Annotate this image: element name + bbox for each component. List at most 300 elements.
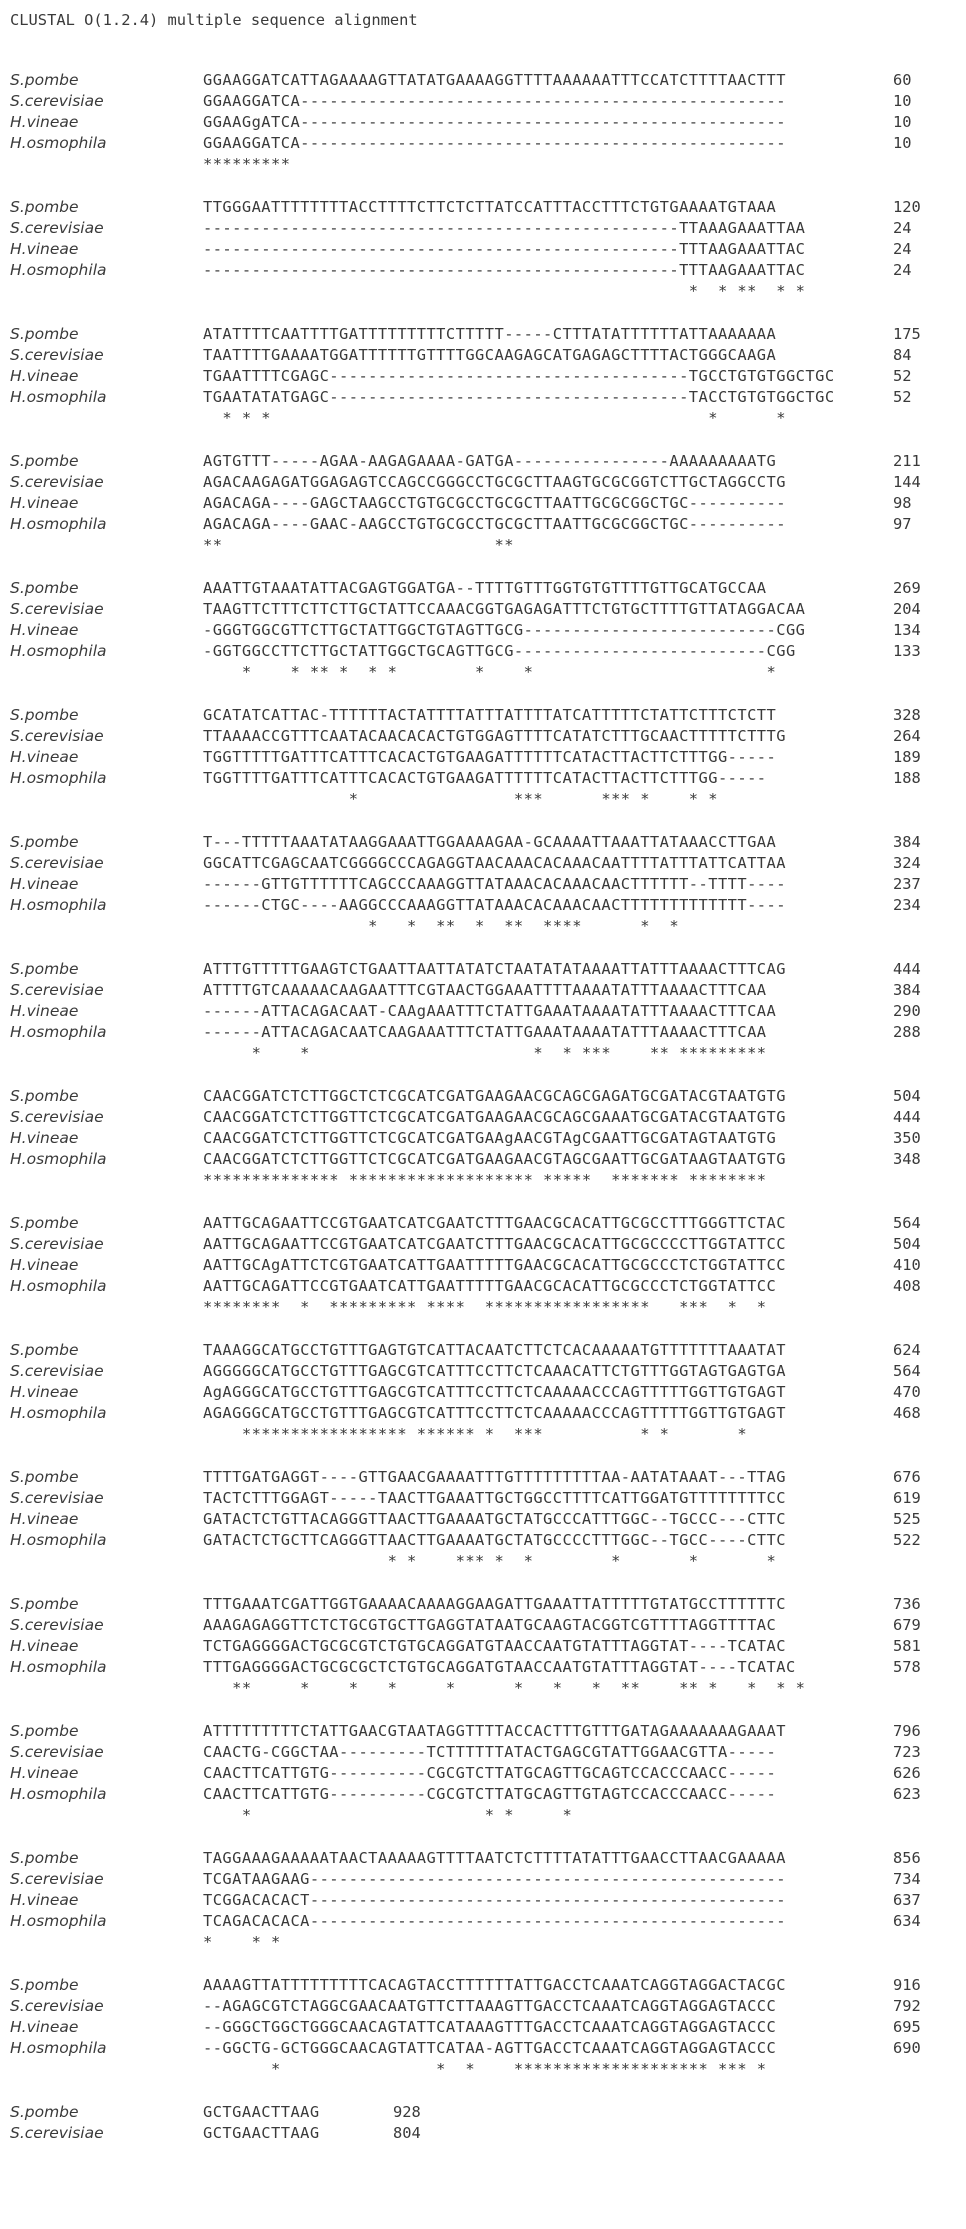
position-count: 468 (893, 1404, 921, 1422)
species-name: H.osmophila (10, 1785, 107, 1803)
sequence-text: ------ATTACAGACAATCAAGAAATTTCTATTGAAATAAAATATTTAAAACTTTCAA (203, 1023, 767, 1041)
alignment-block (0, 832, 966, 959)
consensus-line: * * * * *** ** ********* (203, 1044, 767, 1062)
species-name: H.vineae (10, 1764, 79, 1782)
species-name: S.cerevisiae (10, 346, 104, 364)
position-count: 10 (893, 92, 912, 110)
species-name: H.osmophila (10, 1150, 107, 1168)
species-name: S.pombe (10, 1341, 79, 1359)
sequence-text: TCGGACACACT------------------------------------------------- (203, 1891, 786, 1909)
sequence-row (0, 2123, 966, 2144)
position-count: 24 (893, 261, 912, 279)
sequence-row (0, 91, 966, 112)
sequence-text: TGGTTTTGATTTCATTTCACACTGTGAAGATTTTTTCATACTTACTTCTTTGG----- (203, 769, 767, 787)
species-name: S.pombe (10, 1214, 79, 1232)
species-name: H.vineae (10, 748, 79, 766)
position-count: 211 (893, 452, 921, 470)
consensus-line: * * ** * ** **** * * (203, 917, 680, 935)
sequence-row (0, 112, 966, 133)
sequence-text: TCGATAAGAAG------------------------------------------------- (203, 1870, 786, 1888)
sequence-row (0, 1742, 966, 1763)
position-count: 384 (893, 981, 921, 999)
species-name: S.cerevisiae (10, 1616, 104, 1634)
sequence-row (0, 260, 966, 281)
species-name: H.vineae (10, 1129, 79, 1147)
species-name: S.cerevisiae (10, 727, 104, 745)
sequence-text: CAACGGATCTCTTGGCTCTCGCATCGATGAAGAACGCAGCGAGATGCGATACGTAATGTG (203, 1087, 786, 1105)
species-name: S.cerevisiae (10, 1743, 104, 1761)
position-count: 522 (893, 1531, 921, 1549)
sequence-text: TCTGAGGGGACTGCGCGTCTGTGCAGGATGTAACCAATGTATTTAGGTAT----TCATAC (203, 1637, 786, 1655)
sequence-text: ------CTGC----AAGGCCCAAAGGTTATAAACACAAACAACTTTTTTTTTTTTT---- (203, 896, 786, 914)
sequence-row (0, 1340, 966, 1361)
alignment-block (0, 959, 966, 1086)
alignment-block (0, 1975, 966, 2102)
position-count: 916 (893, 1976, 921, 1994)
position-count: 134 (893, 621, 921, 639)
consensus-line: * * ** * * * * * * (203, 663, 777, 681)
position-count: 290 (893, 1002, 921, 1020)
consensus-line: * * *** * * * * * (203, 1552, 777, 1570)
sequence-text: T---TTTTTAAATATAAGGAAATTGGAAAAGAA-GCAAAATTAAATTATAAACCTTGAA (203, 833, 777, 851)
position-count: 175 (893, 325, 921, 343)
position-count: 525 (893, 1510, 921, 1528)
position-count: 269 (893, 579, 921, 597)
sequence-text: CAACGGATCTCTTGGTTCTCGCATCGATGAAgAACGTAgCGAATTGCGATAGTAATGTG (203, 1129, 777, 1147)
position-count: 676 (893, 1468, 921, 1486)
position-count: 410 (893, 1256, 921, 1274)
consensus-line: ********* (203, 155, 291, 173)
species-name: S.pombe (10, 1722, 79, 1740)
sequence-row (0, 1657, 966, 1678)
position-count: 504 (893, 1087, 921, 1105)
consensus-line: ** * * * * * * * ** ** * * * * (203, 1679, 806, 1697)
sequence-row (0, 472, 966, 493)
sequence-row (0, 218, 966, 239)
species-name: H.vineae (10, 1256, 79, 1274)
consensus-line: * * * * * (203, 409, 786, 427)
sequence-row (0, 197, 966, 218)
sequence-text: GGAAGGATCA-------------------------------------------------- (203, 134, 786, 152)
sequence-row (0, 1975, 966, 1996)
alignment-block (0, 705, 966, 832)
position-count: 444 (893, 960, 921, 978)
species-name: S.cerevisiae (10, 1108, 104, 1126)
sequence-row (0, 1636, 966, 1657)
species-name: S.pombe (10, 1468, 79, 1486)
alignment-header: CLUSTAL O(1.2.4) multiple sequence alignment (10, 11, 418, 29)
position-count: 624 (893, 1341, 921, 1359)
sequence-text: --GGCTG-GCTGGGCAACAGTATTCATAA-AGTTGACCTCAAATCAGGTAGGAGTACCC (203, 2039, 777, 2057)
species-name: S.cerevisiae (10, 1235, 104, 1253)
species-name: S.cerevisiae (10, 854, 104, 872)
sequence-text: TTTTGATGAGGT----GTTGAACGAAAATTTGTTTTTTTTTAA-AATATAAAT---TTAG (203, 1468, 786, 1486)
species-name: S.cerevisiae (10, 2124, 104, 2142)
position-count: 144 (893, 473, 921, 491)
species-name: H.osmophila (10, 896, 107, 914)
position-count: 504 (893, 1235, 921, 1253)
species-name: S.pombe (10, 71, 79, 89)
alignment-block (0, 70, 966, 197)
sequence-row (0, 832, 966, 853)
sequence-text: --GGGCTGGCTGGGCAACAGTATTCATAAAGTTTGACCTCAAATCAGGTAGGAGTACCC (203, 2018, 777, 2036)
sequence-row (0, 1615, 966, 1636)
consensus-line: * * * * (203, 1806, 573, 1824)
sequence-row (0, 1848, 966, 1869)
position-count: 98 (893, 494, 912, 512)
sequence-text: ATATTTTCAATTTTGATTTTTTTTTCTTTTT-----CTTTATATTTTTTATTAAAAAAA (203, 325, 777, 343)
position-count: 619 (893, 1489, 921, 1507)
sequence-row (0, 2038, 966, 2059)
alignment-block (0, 1213, 966, 1340)
sequence-row (0, 514, 966, 535)
position-count: 470 (893, 1383, 921, 1401)
sequence-row (0, 980, 966, 1001)
sequence-text: -------------------------------------------------TTAAAGAAATTAA (203, 219, 806, 237)
position-count: 796 (893, 1722, 921, 1740)
species-name: H.vineae (10, 1637, 79, 1655)
sequence-row (0, 1382, 966, 1403)
sequence-text: TTTGAGGGGACTGCGCGCTCTGTGCAGGATGTAACCAATGTATTTAGGTAT----TCATAC (203, 1658, 796, 1676)
sequence-text: AGACAGA----GAGCTAAGCCTGTGCGCCTGCGCTTAATTGCGCGGCTGC---------- (203, 494, 786, 512)
position-count: 679 (893, 1616, 921, 1634)
sequence-text: AAAGAGAGGTTCTCTGCGTGCTTGAGGTATAATGCAAGTACGGTCGTTTTAGGTTTTAC (203, 1616, 777, 1634)
species-name: S.pombe (10, 1976, 79, 1994)
position-count: 444 (893, 1108, 921, 1126)
sequence-row (0, 1763, 966, 1784)
sequence-text: TCAGACACACA------------------------------------------------- (203, 1912, 786, 1930)
species-name: H.vineae (10, 367, 79, 385)
sequence-text: CAACTG-CGGCTAA---------TCTTTTTTATACTGAGCGTATTGGAACGTTA----- (203, 1743, 777, 1761)
sequence-row (0, 578, 966, 599)
sequence-row (0, 239, 966, 260)
sequence-text: AATTGCAGAATTCCGTGAATCATCGAATCTTTGAACGCACATTGCGCCCCTTGGTATTCC (203, 1235, 786, 1253)
sequence-row (0, 1086, 966, 1107)
sequence-text: ------ATTACAGACAAT-CAAgAAATTTCTATTGAAATAAAATATTTAAAACTTTCAA (203, 1002, 777, 1020)
species-name: H.vineae (10, 1383, 79, 1401)
sequence-text: ATTTGTTTTTGAAGTCTGAATTAATTATATCTAATATATAAAATTATTTAAAACTTTCAG (203, 960, 786, 978)
position-count: 723 (893, 1743, 921, 1761)
species-name: H.osmophila (10, 261, 107, 279)
species-name: H.osmophila (10, 1531, 107, 1549)
sequence-text: TTAAAACCGTTTCAATACAACACACTGTGGAGTTTTCATATCTTTGCAACTTTTTCTTTG (203, 727, 786, 745)
species-name: H.osmophila (10, 642, 107, 660)
sequence-row (0, 1149, 966, 1170)
sequence-row (0, 641, 966, 662)
sequence-row (0, 959, 966, 980)
species-name: H.osmophila (10, 134, 107, 152)
sequence-text: GGCATTCGAGCAATCGGGGCCCAGAGGTAACAAACACAAACAATTTTATTTATTCATTAA (203, 854, 786, 872)
alignment-block (0, 1467, 966, 1594)
sequence-text: GGAAGgATCA-------------------------------------------------- (203, 113, 786, 131)
species-name: S.cerevisiae (10, 1870, 104, 1888)
sequence-row (0, 1488, 966, 1509)
species-name: H.osmophila (10, 1404, 107, 1422)
sequence-row (0, 1276, 966, 1297)
sequence-text: AgAGGGCATGCCTGTTTGAGCGTCATTTCCTTCTCAAAAACCCAGTTTTTGGTTGTGAGT (203, 1383, 786, 1401)
species-name: S.cerevisiae (10, 1997, 104, 2015)
position-count: 97 (893, 515, 912, 533)
position-count: 52 (893, 388, 912, 406)
sequence-text: TTGGGAATTTTTTTTACCTTTTCTTCTCTTATCCATTTACCTTTCTGTGAAAATGTAAA (203, 198, 777, 216)
position-count: 324 (893, 854, 921, 872)
sequence-row (0, 1022, 966, 1043)
consensus-line: * * ** * * (203, 282, 806, 300)
sequence-text: TACTCTTTGGAGT-----TAACTTGAAATTGCTGGCCTTTTCATTGGATGTTTTTTTTCC (203, 1489, 786, 1507)
alignment-block (0, 1721, 966, 1848)
species-name: S.cerevisiae (10, 219, 104, 237)
position-count: 637 (893, 1891, 921, 1909)
sequence-text: TTTGAAATCGATTGGTGAAAACAAAAGGAAGATTGAAATTATTTTTGTATGCCTTTTTTC (203, 1595, 786, 1613)
position-count: 234 (893, 896, 921, 914)
alignment-block (0, 1086, 966, 1213)
consensus-line: ******** * ********* **** ***************** *** * * (203, 1298, 767, 1316)
sequence-row (0, 726, 966, 747)
position-count: 408 (893, 1277, 921, 1295)
sequence-row (0, 1255, 966, 1276)
species-name: S.pombe (10, 1849, 79, 1867)
sequence-row (0, 133, 966, 154)
consensus-line: * * * ******************** *** * (203, 2060, 767, 2078)
sequence-row (0, 599, 966, 620)
position-count: 928 (393, 2103, 421, 2121)
position-count: 133 (893, 642, 921, 660)
species-name: H.vineae (10, 494, 79, 512)
consensus-line (0, 2144, 966, 2165)
sequence-text: TGGTTTTTGATTTCATTTCACACTGTGAAGATTTTTTCATACTTACTTCTTTGG----- (203, 748, 777, 766)
sequence-text: GCTGAACTTAAG (203, 2103, 320, 2121)
sequence-row (0, 1001, 966, 1022)
sequence-text: CAACTTCATTGTG----------CGCGTCTTATGCAGTTGCAGTCCACCCAACC----- (203, 1764, 777, 1782)
position-count: 792 (893, 1997, 921, 2015)
position-count: 856 (893, 1849, 921, 1867)
species-name: S.pombe (10, 960, 79, 978)
position-count: 24 (893, 219, 912, 237)
sequence-text: -------------------------------------------------TTTAAGAAATTAC (203, 240, 806, 258)
alignment-block (0, 2102, 966, 2229)
position-count: 328 (893, 706, 921, 724)
alignment-block (0, 1594, 966, 1721)
sequence-row (0, 345, 966, 366)
sequence-text: GGAAGGATCA-------------------------------------------------- (203, 92, 786, 110)
position-count: 734 (893, 1870, 921, 1888)
position-count: 10 (893, 134, 912, 152)
sequence-text: AGACAGA----GAAC-AAGCCTGTGCGCCTGCGCTTAATTGCGCGGCTGC---------- (203, 515, 786, 533)
species-name: H.vineae (10, 113, 79, 131)
species-name: H.osmophila (10, 1912, 107, 1930)
sequence-text: ATTTTTTTTTCTATTGAACGTAATAGGTTTTACCACTTTGTTTGATAGAAAAAAAGAAAT (203, 1722, 786, 1740)
species-name: H.osmophila (10, 769, 107, 787)
species-name: S.cerevisiae (10, 473, 104, 491)
position-count: 24 (893, 240, 912, 258)
species-name: H.vineae (10, 1891, 79, 1909)
sequence-text: TAATTTTGAAAATGGATTTTTTGTTTTGGCAAGAGCATGAGAGCTTTTACTGGGCAAGA (203, 346, 777, 364)
sequence-row (0, 620, 966, 641)
species-name: S.pombe (10, 579, 79, 597)
position-count: 736 (893, 1595, 921, 1613)
position-count: 189 (893, 748, 921, 766)
species-name: S.pombe (10, 706, 79, 724)
alignment-block (0, 1340, 966, 1467)
consensus-line: ************** ******************* ***** ******* ******** (203, 1171, 767, 1189)
sequence-text: TGAATATATGAGC-------------------------------------TACCTGTGTGGCTGC (203, 388, 835, 406)
position-count: 564 (893, 1362, 921, 1380)
species-name: S.pombe (10, 1087, 79, 1105)
sequence-text: AAATTGTAAATATTACGAGTGGATGA--TTTTGTTTGGTGTGTTTTGTTGCATGCCAA (203, 579, 767, 597)
alignment-block (0, 1848, 966, 1975)
sequence-text: AGAGGGCATGCCTGTTTGAGCGTCATTTCCTTCTCAAAAACCCAGTTTTTGGTTGTGAGT (203, 1404, 786, 1422)
sequence-row (0, 1107, 966, 1128)
position-count: 695 (893, 2018, 921, 2036)
sequence-row (0, 1467, 966, 1488)
position-count: 578 (893, 1658, 921, 1676)
species-name: S.pombe (10, 1595, 79, 1613)
sequence-row (0, 1890, 966, 1911)
position-count: 623 (893, 1785, 921, 1803)
sequence-text: TAAAGGCATGCCTGTTTGAGTGTCATTACAATCTTCTCACAAAAATGTTTTTTTAAATAT (203, 1341, 786, 1359)
species-name: S.pombe (10, 833, 79, 851)
sequence-text: -------------------------------------------------TTTAAGAAATTAC (203, 261, 806, 279)
position-count: 204 (893, 600, 921, 618)
species-name: S.cerevisiae (10, 1362, 104, 1380)
sequence-text: AATTGCAgATTCTCGTGAATCATTGAATTTTTGAACGCACATTGCGCCCTCTGGTATTCC (203, 1256, 786, 1274)
sequence-row (0, 874, 966, 895)
species-name: H.osmophila (10, 1658, 107, 1676)
sequence-text: TAAGTTCTTTCTTCTTGCTATTCCAAACGGTGAGAGATTTCTGTGCTTTTGTTATAGGACAA (203, 600, 806, 618)
sequence-row (0, 2017, 966, 2038)
sequence-text: -GGTGGCCTTCTTGCTATTGGCTGCAGTTGCG--------------------------CGG (203, 642, 796, 660)
species-name: H.vineae (10, 875, 79, 893)
sequence-text: AGACAAGAGATGGAGAGTCCAGCCGGGCCTGCGCTTAAGTGCGCGGTCTTGCTAGGCCTG (203, 473, 786, 491)
sequence-row (0, 324, 966, 345)
species-name: H.vineae (10, 2018, 79, 2036)
species-name: S.cerevisiae (10, 600, 104, 618)
sequence-text: GGAAGGATCATTAGAAAAGTTATATGAAAAGGTTTTAAAAAATTTCCATCTTTTAACTTT (203, 71, 786, 89)
sequence-text: ATTTTGTCAAAAACAAGAATTTCGTAACTGGAAATTTTAAAATATTTAAAACTTTCAA (203, 981, 767, 999)
position-count: 804 (393, 2124, 421, 2142)
position-count: 348 (893, 1150, 921, 1168)
sequence-row (0, 1911, 966, 1932)
sequence-row (0, 1509, 966, 1530)
sequence-text: AGGGGGCATGCCTGTTTGAGCGTCATTTCCTTCTCAAACATTCTGTTTGGTAGTGAGTGA (203, 1362, 786, 1380)
alignment-blocks (0, 70, 966, 2229)
sequence-row (0, 1869, 966, 1890)
species-name: H.vineae (10, 1002, 79, 1020)
sequence-row (0, 366, 966, 387)
position-count: 237 (893, 875, 921, 893)
species-name: H.osmophila (10, 388, 107, 406)
sequence-text: -GGGTGGCGTTCTTGCTATTGGCTGTAGTTGCG--------------------------CGG (203, 621, 806, 639)
sequence-text: AGTGTTT-----AGAA-AAGAGAAAA-GATGA----------------AAAAAAAAATG (203, 452, 777, 470)
position-count: 350 (893, 1129, 921, 1147)
species-name: H.osmophila (10, 2039, 107, 2057)
sequence-row (0, 1721, 966, 1742)
sequence-row (0, 493, 966, 514)
sequence-row (0, 705, 966, 726)
position-count: 690 (893, 2039, 921, 2057)
sequence-text: TGAATTTTCGAGC-------------------------------------TGCCTGTGTGGCTGC (203, 367, 835, 385)
species-name: S.pombe (10, 2103, 79, 2121)
position-count: 84 (893, 346, 912, 364)
sequence-row (0, 1234, 966, 1255)
sequence-text: GCATATCATTAC-TTTTTTACTATTTTATTTATTTTATCATTTTTCTATTCTTTCTCTT (203, 706, 777, 724)
species-name: S.cerevisiae (10, 981, 104, 999)
consensus-line: ***************** ****** * *** * * * (203, 1425, 748, 1443)
species-name: H.vineae (10, 240, 79, 258)
sequence-row (0, 1996, 966, 2017)
consensus-line: ** ** (203, 536, 514, 554)
sequence-text: GATACTCTGTTACAGGGTTAACTTGAAAATGCTATGCCCATTTGGC--TGCCC---CTTC (203, 1510, 786, 1528)
sequence-text: GCTGAACTTAAG (203, 2124, 320, 2142)
sequence-text: CAACGGATCTCTTGGTTCTCGCATCGATGAAGAACGTAGCGAATTGCGATAAGTAATGTG (203, 1150, 786, 1168)
sequence-row (0, 768, 966, 789)
sequence-row (0, 1361, 966, 1382)
position-count: 264 (893, 727, 921, 745)
species-name: H.osmophila (10, 515, 107, 533)
position-count: 288 (893, 1023, 921, 1041)
sequence-text: CAACGGATCTCTTGGTTCTCGCATCGATGAAGAACGCAGCGAAATGCGATACGTAATGTG (203, 1108, 786, 1126)
position-count: 10 (893, 113, 912, 131)
consensus-line: * *** *** * * * (203, 790, 718, 808)
species-name: H.vineae (10, 621, 79, 639)
position-count: 634 (893, 1912, 921, 1930)
sequence-row (0, 1403, 966, 1424)
position-count: 120 (893, 198, 921, 216)
position-count: 581 (893, 1637, 921, 1655)
position-count: 52 (893, 367, 912, 385)
sequence-row (0, 2102, 966, 2123)
position-count: 626 (893, 1764, 921, 1782)
sequence-text: ------GTTGTTTTTTCAGCCCAAAGGTTATAAACACAAACAACTTTTTT--TTTT---- (203, 875, 786, 893)
sequence-row (0, 70, 966, 91)
sequence-row (0, 387, 966, 408)
position-count: 564 (893, 1214, 921, 1232)
alignment-block (0, 324, 966, 451)
sequence-text: TAGGAAAGAAAAATAACTAAAAAGTTTTAATCTCTTTTATATTTGAACCTTAACGAAAAA (203, 1849, 786, 1867)
alignment-block (0, 451, 966, 578)
sequence-text: GATACTCTGCTTCAGGGTTAACTTGAAAATGCTATGCCCCTTTGGC--TGCC----CTTC (203, 1531, 786, 1549)
sequence-text: CAACTTCATTGTG----------CGCGTCTTATGCAGTTGTAGTCCACCCAACC----- (203, 1785, 777, 1803)
sequence-row (0, 1128, 966, 1149)
sequence-row (0, 1594, 966, 1615)
sequence-row (0, 1213, 966, 1234)
consensus-line: * * * (203, 1933, 281, 1951)
alignment-block (0, 578, 966, 705)
sequence-row (0, 1530, 966, 1551)
species-name: S.cerevisiae (10, 1489, 104, 1507)
sequence-row (0, 895, 966, 916)
sequence-row (0, 853, 966, 874)
alignment-block (0, 197, 966, 324)
species-name: H.osmophila (10, 1023, 107, 1041)
species-name: H.vineae (10, 1510, 79, 1528)
sequence-row (0, 451, 966, 472)
sequence-text: AATTGCAGAATTCCGTGAATCATCGAATCTTTGAACGCACATTGCGCCTTTGGGTTCTAC (203, 1214, 786, 1232)
sequence-text: AATTGCAGATTCCGTGAATCATTGAATTTTTGAACGCACATTGCGCCCTCTGGTATTCC (203, 1277, 777, 1295)
position-count: 188 (893, 769, 921, 787)
species-name: S.pombe (10, 325, 79, 343)
position-count: 60 (893, 71, 912, 89)
position-count: 384 (893, 833, 921, 851)
sequence-text: --AGAGCGTCTAGGCGAACAATGTTCTTAAAGTTGACCTCAAATCAGGTAGGAGTACCC (203, 1997, 777, 2015)
sequence-text: AAAAGTTATTTTTTTTTCACAGTACCTTTTTTATTGACCTCAAATCAGGTAGGACTACGC (203, 1976, 786, 1994)
species-name: S.cerevisiae (10, 92, 104, 110)
species-name: S.pombe (10, 198, 79, 216)
species-name: H.osmophila (10, 1277, 107, 1295)
sequence-row (0, 1784, 966, 1805)
sequence-row (0, 747, 966, 768)
species-name: S.pombe (10, 452, 79, 470)
